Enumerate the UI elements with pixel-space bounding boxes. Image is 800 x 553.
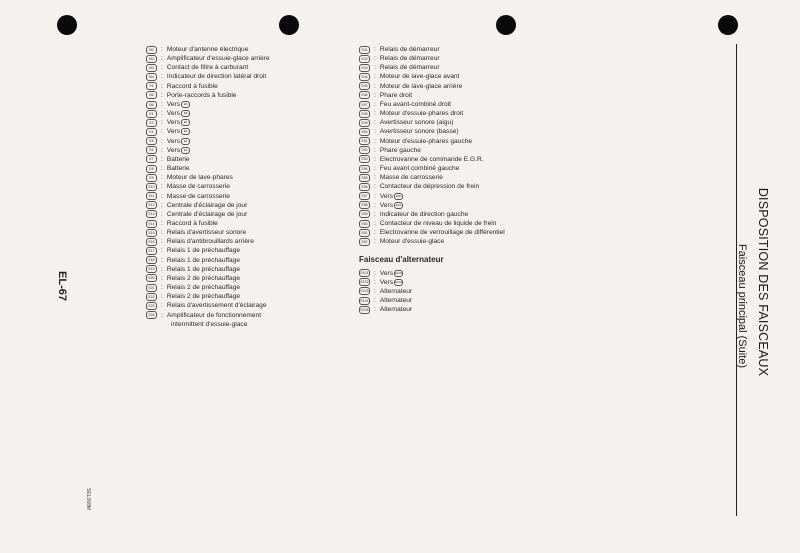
page-number: EL-67 bbox=[56, 271, 68, 301]
separator-colon: : bbox=[161, 82, 163, 90]
separator-colon: : bbox=[374, 183, 376, 191]
item-label: Vers bbox=[166, 110, 181, 118]
connector-code-badge: M1 bbox=[146, 46, 157, 54]
separator-colon: : bbox=[374, 91, 376, 99]
list-item bbox=[359, 118, 505, 127]
separator-colon: : bbox=[374, 55, 376, 63]
connector-code-badge: E51 bbox=[359, 137, 370, 145]
separator-colon: : bbox=[374, 64, 376, 72]
list-item bbox=[146, 265, 270, 274]
item-label: Relais de démarreur bbox=[379, 64, 440, 72]
list-item bbox=[359, 100, 505, 109]
list-item bbox=[359, 54, 505, 63]
connector-code-badge: E3 bbox=[146, 119, 157, 127]
list-item bbox=[359, 269, 505, 278]
list-item bbox=[146, 137, 270, 146]
connector-code-badge: E9 bbox=[146, 174, 157, 182]
page-title: DISPOSITION DES FAISCEAUX bbox=[756, 187, 770, 377]
item-label: Vers bbox=[166, 100, 181, 108]
separator-colon: : bbox=[374, 128, 376, 136]
connector-code-badge: E43 bbox=[359, 64, 370, 72]
separator-colon: : bbox=[161, 265, 163, 273]
connector-code-badge: E105 bbox=[360, 307, 369, 312]
reference-code-badge: E61 bbox=[395, 202, 402, 207]
list-item bbox=[146, 109, 270, 118]
connector-code-badge: E19 bbox=[146, 265, 157, 273]
list-item bbox=[359, 146, 505, 155]
list-item bbox=[359, 237, 505, 246]
item-label: Relais d'avertissement d'éclairage bbox=[166, 302, 267, 310]
connector-code-badge: E1 bbox=[146, 110, 157, 118]
separator-colon: : bbox=[374, 278, 376, 286]
item-label: Relais d'avertisseur sonore bbox=[166, 229, 247, 237]
separator-colon: : bbox=[161, 110, 163, 118]
alternator-section-heading: Faisceau d'alternateur bbox=[359, 255, 444, 265]
list-item bbox=[146, 283, 270, 292]
list-item bbox=[146, 91, 270, 100]
page-subtitle: Faisceau principal (Suite) bbox=[736, 243, 748, 369]
item-label: Relais 2 de préchauffage bbox=[166, 274, 241, 282]
list-item bbox=[146, 219, 270, 228]
connector-code-badge: E13 bbox=[146, 210, 157, 218]
separator-colon: : bbox=[374, 297, 376, 305]
connector-code-badge: E24 bbox=[146, 311, 157, 319]
separator-colon: : bbox=[161, 174, 163, 182]
alternator-harness-list bbox=[359, 269, 505, 315]
connector-code-badge: E15 bbox=[146, 229, 157, 237]
separator-colon: : bbox=[161, 210, 163, 218]
separator-colon: : bbox=[374, 210, 376, 218]
item-label: Batterie bbox=[166, 155, 190, 163]
list-item bbox=[146, 301, 270, 310]
separator-colon: : bbox=[161, 192, 163, 200]
separator-colon: : bbox=[161, 274, 163, 282]
item-label: Amplificateur d'essuie-glace arrière bbox=[166, 55, 270, 63]
list-item bbox=[359, 155, 505, 164]
item-label: Alternateur bbox=[379, 287, 413, 295]
list-item bbox=[359, 192, 505, 201]
list-item bbox=[146, 54, 270, 63]
connector-code-badge: E5 bbox=[146, 137, 157, 145]
separator-colon: : bbox=[374, 119, 376, 127]
separator-colon: : bbox=[161, 238, 163, 246]
connector-code-badge: E11 bbox=[146, 192, 157, 200]
separator-colon: : bbox=[374, 73, 376, 81]
item-label: Relais 2 de préchauffage bbox=[166, 284, 241, 292]
item-label: Indicateur de direction latéral droit bbox=[166, 73, 267, 81]
item-label: Alternateur bbox=[379, 306, 413, 314]
item-label: Vers bbox=[379, 201, 394, 209]
reference-code-badge: E2 bbox=[181, 138, 190, 145]
list-item bbox=[146, 155, 270, 164]
list-item bbox=[359, 91, 505, 100]
list-item bbox=[146, 72, 270, 81]
list-item bbox=[146, 292, 270, 301]
binder-hole-3 bbox=[496, 15, 516, 35]
item-label: Centrale d'éclairage de jour bbox=[166, 201, 248, 209]
binder-hole-1 bbox=[57, 15, 77, 35]
separator-colon: : bbox=[374, 174, 376, 182]
connector-code-badge: E46 bbox=[359, 91, 370, 99]
item-label: Avertisseur sonore (aigu) bbox=[379, 119, 454, 127]
item-label: Alternateur bbox=[379, 297, 413, 305]
list-item bbox=[359, 173, 505, 182]
document-reference: SEL068M bbox=[85, 488, 91, 510]
item-label: Relais 2 de préchauffage bbox=[166, 293, 241, 301]
connector-code-badge: E42 bbox=[359, 55, 370, 63]
item-label: Centrale d'éclairage de jour bbox=[166, 210, 248, 218]
item-label: Vers bbox=[379, 192, 394, 200]
list-item bbox=[146, 45, 270, 54]
separator-colon: : bbox=[374, 82, 376, 90]
separator-colon: : bbox=[374, 219, 376, 227]
list-item bbox=[146, 118, 270, 127]
item-label: Relais 1 de préchauffage bbox=[166, 265, 241, 273]
separator-colon: : bbox=[161, 229, 163, 237]
item-label: Electrovanne de commande E.G.R. bbox=[379, 155, 484, 163]
connector-code-badge: E104 bbox=[360, 298, 369, 303]
item-label: Vers bbox=[166, 119, 181, 127]
item-label: Moteur d'antenne électrique bbox=[166, 46, 249, 53]
connector-code-badge: E60 bbox=[359, 220, 370, 228]
separator-colon: : bbox=[161, 119, 163, 127]
connector-code-badge: E56 bbox=[359, 183, 370, 191]
reference-code-badge: E104 bbox=[395, 279, 403, 284]
item-label: Contacteur de niveau de liquide de frein bbox=[379, 219, 497, 227]
list-item bbox=[146, 127, 270, 136]
list-item bbox=[146, 228, 270, 237]
connector-code-badge: E23 bbox=[146, 302, 157, 310]
list-item bbox=[146, 201, 270, 210]
connector-code-badge: E7 bbox=[146, 155, 157, 163]
connector-code-badge: E61 bbox=[359, 229, 370, 237]
list-item bbox=[359, 182, 505, 191]
item-label: Moteur d'essuie-glace bbox=[379, 238, 445, 246]
connector-code-badge: B6 bbox=[146, 101, 157, 109]
reference-code-badge: E3 bbox=[181, 128, 190, 135]
binder-hole-4 bbox=[718, 15, 738, 35]
connector-code-badge: E21 bbox=[146, 284, 157, 292]
item-label: Amplificateur de fonctionnement bbox=[166, 311, 262, 319]
list-item bbox=[146, 274, 270, 283]
list-item bbox=[146, 82, 270, 91]
list-item bbox=[146, 63, 270, 72]
item-label: Feu avant combiné gauche bbox=[379, 165, 460, 173]
item-label: Phare droit bbox=[379, 91, 413, 99]
list-item bbox=[359, 127, 505, 136]
connector-code-badge: E52 bbox=[359, 146, 370, 154]
separator-colon: : bbox=[374, 201, 376, 209]
list-item bbox=[359, 82, 505, 91]
list-item bbox=[359, 201, 505, 210]
connector-code-badge: E10 bbox=[146, 183, 157, 191]
list-item bbox=[359, 219, 505, 228]
separator-colon: : bbox=[374, 306, 376, 314]
separator-colon: : bbox=[161, 146, 163, 154]
list-item bbox=[359, 278, 505, 287]
right-component-list bbox=[359, 45, 505, 314]
separator-colon: : bbox=[374, 238, 376, 246]
separator-colon: : bbox=[374, 269, 376, 277]
separator-colon: : bbox=[161, 46, 163, 53]
separator-colon: : bbox=[374, 165, 376, 173]
connector-code-badge: E16 bbox=[146, 238, 157, 246]
reference-code-badge: E60 bbox=[395, 193, 402, 198]
item-label: Electrovanne de verrouillage de différentiel bbox=[379, 229, 505, 237]
list-item bbox=[146, 246, 270, 255]
separator-colon: : bbox=[374, 110, 376, 118]
list-item bbox=[359, 109, 505, 118]
item-label: Moteur de lave-glace arrière bbox=[379, 82, 463, 90]
main-harness-continued-list bbox=[359, 45, 505, 246]
connector-code-badge: E12 bbox=[146, 201, 157, 209]
list-item bbox=[359, 72, 505, 81]
item-label: Vers bbox=[166, 146, 181, 154]
connector-code-badge: E41 bbox=[359, 46, 370, 54]
reference-code-badge: E103 bbox=[395, 270, 403, 275]
item-label: Relais 1 de préchauffage bbox=[166, 247, 241, 255]
item-label: Masse de carrosserie bbox=[166, 183, 230, 191]
separator-colon: : bbox=[161, 165, 163, 173]
separator-colon: : bbox=[161, 100, 163, 108]
separator-colon: : bbox=[374, 100, 376, 108]
connector-code-badge: E22 bbox=[146, 293, 157, 301]
list-item bbox=[146, 256, 270, 265]
connector-code-badge: E102 bbox=[360, 280, 369, 285]
separator-colon: : bbox=[161, 256, 163, 264]
list-item bbox=[359, 137, 505, 146]
binder-hole-2 bbox=[279, 15, 299, 35]
list-item bbox=[146, 210, 270, 219]
item-label: Indicateur de direction gauche bbox=[379, 210, 469, 218]
separator-colon: : bbox=[161, 128, 163, 136]
connector-code-badge: E54 bbox=[359, 165, 370, 173]
connector-code-badge: E58 bbox=[359, 201, 370, 209]
separator-colon: : bbox=[161, 284, 163, 292]
separator-colon: : bbox=[161, 293, 163, 301]
item-label: Vers bbox=[379, 278, 394, 286]
item-label: Moteur d'essuie-phares droit bbox=[379, 110, 464, 118]
list-item bbox=[359, 296, 505, 305]
connector-code-badge: E48 bbox=[359, 110, 370, 118]
connector-code-badge: B6 bbox=[146, 91, 157, 99]
separator-colon: : bbox=[161, 137, 163, 145]
list-item bbox=[146, 192, 270, 201]
connector-code-badge: E59 bbox=[359, 210, 370, 218]
list-item bbox=[146, 237, 270, 246]
connector-code-badge: E47 bbox=[359, 101, 370, 109]
item-label: Moteur de lave-glace avant bbox=[379, 73, 460, 81]
item-label: Vers bbox=[166, 137, 181, 145]
list-item bbox=[146, 311, 270, 320]
connector-code-badge: E14 bbox=[146, 220, 157, 228]
item-label: Relais 1 de préchauffage bbox=[166, 256, 241, 264]
separator-colon: : bbox=[161, 64, 163, 72]
item-label: Contact de filtre à carburant bbox=[166, 64, 249, 72]
connector-code-badge: E6 bbox=[146, 146, 157, 154]
list-item bbox=[359, 164, 505, 173]
connector-code-badge: M2 bbox=[146, 55, 157, 63]
separator-colon: : bbox=[374, 287, 376, 295]
connector-code-badge: E20 bbox=[146, 274, 157, 282]
separator-colon: : bbox=[161, 219, 163, 227]
reference-code-badge: E4 bbox=[181, 119, 190, 126]
reference-code-badge: E6 bbox=[181, 101, 190, 108]
connector-code-badge: E57 bbox=[359, 192, 370, 200]
left-component-list bbox=[146, 45, 270, 329]
separator-colon: : bbox=[374, 46, 376, 53]
connector-code-badge: E62 bbox=[359, 238, 370, 246]
list-item bbox=[359, 210, 505, 219]
separator-colon: : bbox=[374, 192, 376, 200]
separator-colon: : bbox=[161, 73, 163, 81]
list-item bbox=[146, 173, 270, 182]
connector-code-badge: E50 bbox=[359, 128, 370, 136]
connector-code-badge: E4 bbox=[146, 128, 157, 136]
reference-code-badge: E1 bbox=[181, 147, 190, 154]
separator-colon: : bbox=[374, 155, 376, 163]
item-label: Relais d'antibrouillards arrière bbox=[166, 238, 254, 246]
reference-code-badge: E5 bbox=[181, 110, 190, 117]
connector-code-badge: E53 bbox=[359, 155, 370, 163]
separator-colon: : bbox=[161, 201, 163, 209]
separator-colon: : bbox=[161, 155, 163, 163]
list-item bbox=[146, 164, 270, 173]
list-item bbox=[359, 228, 505, 237]
list-item bbox=[146, 100, 270, 109]
item-label: Raccord à fusible bbox=[166, 219, 218, 227]
connector-code-badge: E8 bbox=[146, 165, 157, 173]
connector-code-badge: E44 bbox=[359, 73, 370, 81]
item-label: Feu avant-combiné droit bbox=[379, 100, 451, 108]
connector-code-badge: E101 bbox=[360, 271, 369, 276]
separator-colon: : bbox=[374, 229, 376, 237]
list-item bbox=[359, 45, 505, 54]
connector-code-badge: M3 bbox=[146, 64, 157, 72]
item-label-continued: intermittent d'essuie-glace bbox=[171, 320, 248, 328]
item-label: Relais de démarreur bbox=[379, 55, 440, 63]
separator-colon: : bbox=[161, 91, 163, 99]
item-label: Moteur d'essuie-phares gauche bbox=[379, 137, 473, 145]
item-label: Relais de démarreur bbox=[379, 46, 440, 53]
connector-code-badge: E49 bbox=[359, 119, 370, 127]
item-label: Batterie bbox=[166, 165, 190, 173]
item-label: Contacteur de dépression de frein bbox=[379, 183, 480, 191]
list-item bbox=[359, 287, 505, 296]
separator-colon: : bbox=[374, 137, 376, 145]
item-label: Moteur de lave-phares bbox=[166, 174, 233, 182]
separator-colon: : bbox=[374, 146, 376, 154]
list-item bbox=[146, 182, 270, 191]
separator-colon: : bbox=[161, 247, 163, 255]
item-label: Porte-raccords à fusible bbox=[166, 91, 237, 99]
connector-code-badge: E18 bbox=[146, 256, 157, 264]
item-label: Phare gauche bbox=[379, 146, 421, 154]
separator-colon: : bbox=[161, 311, 163, 319]
connector-code-badge: F6 bbox=[146, 82, 157, 90]
connector-code-badge: E45 bbox=[359, 82, 370, 90]
separator-colon: : bbox=[161, 55, 163, 63]
connector-code-badge: E17 bbox=[146, 247, 157, 255]
list-item bbox=[359, 305, 505, 314]
item-label: Masse de carrosserie bbox=[166, 192, 230, 200]
item-label: Masse de carrosserie bbox=[379, 174, 443, 182]
separator-colon: : bbox=[161, 183, 163, 191]
item-label: Vers bbox=[166, 128, 181, 136]
connector-code-badge: M4 bbox=[146, 73, 157, 81]
connector-code-badge: E103 bbox=[360, 289, 369, 294]
item-label: Raccord à fusible bbox=[166, 82, 218, 90]
item-label: Vers bbox=[379, 269, 394, 277]
connector-code-badge: E55 bbox=[359, 174, 370, 182]
list-item bbox=[146, 146, 270, 155]
separator-colon: : bbox=[161, 302, 163, 310]
list-item bbox=[359, 63, 505, 72]
item-label: Avertisseur sonore (basse) bbox=[379, 128, 459, 136]
